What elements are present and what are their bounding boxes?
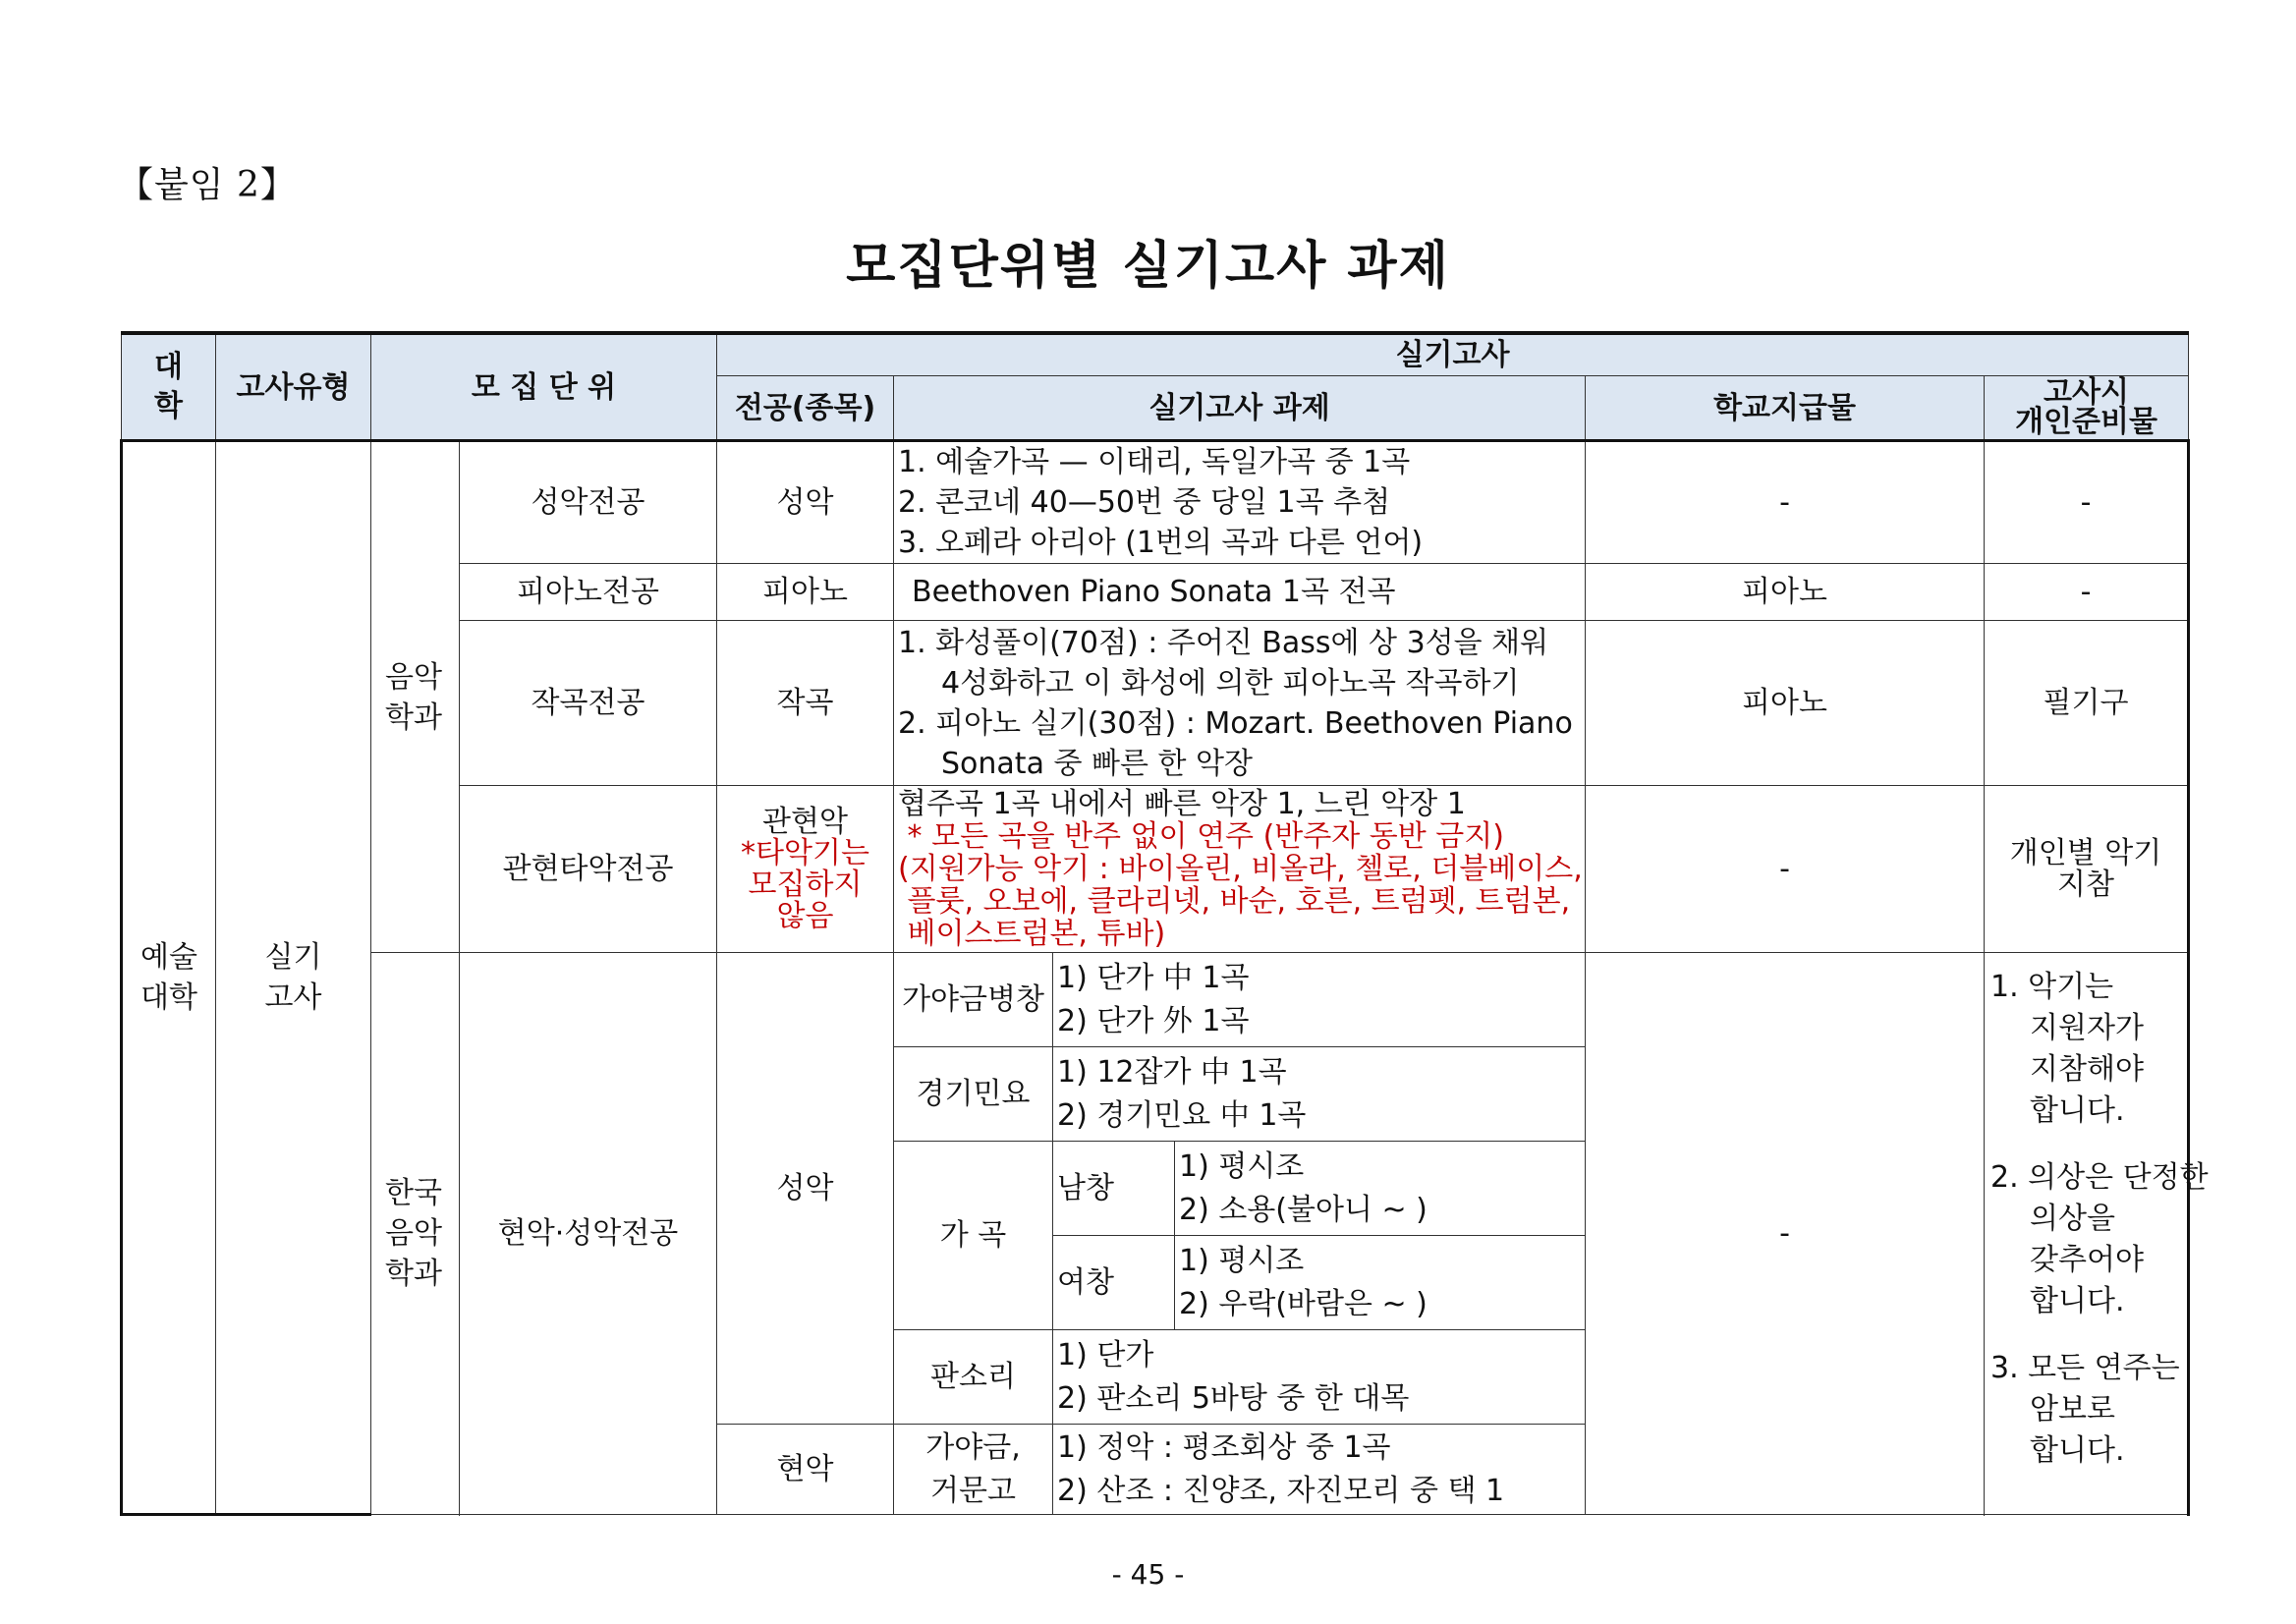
prep-piano: - bbox=[1985, 564, 2189, 621]
gagok-male: 남창 bbox=[1053, 1142, 1175, 1236]
major-korean-vocal: 성악 bbox=[717, 953, 894, 1425]
task-line: 2) 우락(바람은 ~ ) bbox=[1179, 1286, 1428, 1321]
task-line: 2) 판소리 5바탕 중 한 대목 bbox=[1057, 1380, 1410, 1416]
header-practical: 실기고사 bbox=[717, 333, 2189, 376]
supply-piano: 피아노 bbox=[1586, 564, 1985, 621]
task-line: 2. 콘코네 40—50번 중 당일 1곡 추첨 bbox=[898, 485, 1391, 520]
major-orchestra-note: *타악기는 모집하지 않음 bbox=[741, 835, 869, 933]
task-line: 협주곡 1곡 내에서 빠른 악장 1, 느린 악장 1 bbox=[898, 787, 1466, 821]
header-unit: 모 집 단 위 bbox=[371, 333, 717, 441]
note-line: 합니다. bbox=[2030, 1284, 2125, 1318]
unit-orchestra: 관현타악전공 bbox=[460, 786, 717, 953]
supply-korean: - bbox=[1586, 953, 1985, 1515]
prep-orchestra: 개인별 악기 지참 bbox=[1985, 786, 2189, 953]
exam-type-cell: 실기 고사 bbox=[216, 441, 371, 1515]
note-line: 암보로 bbox=[2030, 1392, 2115, 1427]
major-orchestra bbox=[717, 786, 894, 953]
task-pansori bbox=[1053, 1330, 1586, 1425]
task-line: 1. 화성풀이(70점) : 주어진 Bass에 상 3성을 채워 bbox=[898, 625, 1549, 660]
task-line: 2) 단가 外 1곡 bbox=[1057, 1003, 1250, 1038]
supply-orchestra: - bbox=[1586, 786, 1985, 953]
note-spacer bbox=[1990, 1132, 2181, 1157]
header-major: 전공(종목) bbox=[717, 376, 894, 441]
college-cell: 예술 대학 bbox=[122, 441, 216, 1515]
unit-vocal: 성악전공 bbox=[460, 441, 717, 564]
note-spacer bbox=[1990, 1322, 2181, 1348]
header-school-supply: 학교지급물 bbox=[1586, 376, 1985, 441]
task-line: 1) 단가 bbox=[1057, 1337, 1154, 1372]
task-orchestra bbox=[894, 786, 1586, 953]
note-line: 지참해야 bbox=[2030, 1052, 2144, 1087]
note-line: 합니다. bbox=[2030, 1433, 2125, 1468]
sub-strings: 가야금, 거문고 bbox=[894, 1425, 1053, 1515]
task-line: 3. 오페라 아리아 (1번의 곡과 다른 언어) bbox=[898, 526, 1424, 560]
task-line-red: 플룻, 오보에, 클라리넷, 바순, 호른, 트럼펫, 트럼본, bbox=[898, 884, 1571, 919]
task-line: 1) 단가 中 1곡 bbox=[1057, 960, 1250, 995]
unit-composition: 작곡전공 bbox=[460, 621, 717, 786]
task-line: 1) 평시조 bbox=[1179, 1243, 1305, 1278]
practical-exam-table bbox=[120, 331, 2209, 1516]
dept-korean: 한국 음악 학과 bbox=[371, 953, 460, 1515]
note-line: 갖추어야 bbox=[2030, 1243, 2144, 1277]
task-line: 2) 소용(불아니 ~ ) bbox=[1179, 1192, 1428, 1227]
unit-korean: 현악·성악전공 bbox=[460, 953, 717, 1515]
task-line-red: * 모든 곡을 반주 없이 연주 (반주자 동반 금지) bbox=[898, 819, 1504, 854]
page-title: 모집단위별 실기고사 과제 bbox=[846, 237, 1450, 296]
sub-pansori: 판소리 bbox=[894, 1330, 1053, 1425]
note-line: 지원자가 bbox=[2030, 1011, 2144, 1045]
major-orchestra-label: 관현악 bbox=[762, 804, 848, 839]
note-line: 1. 악기는 bbox=[1990, 970, 2114, 1004]
header-personal-prep: 고사시 개인준비물 bbox=[1985, 376, 2189, 441]
dept-music: 음악 학과 bbox=[371, 441, 460, 953]
note-line: 의상을 bbox=[2030, 1202, 2115, 1236]
task-line: 1) 평시조 bbox=[1179, 1148, 1305, 1184]
attachment-label: 【붙임 2】 bbox=[118, 165, 297, 205]
supply-composition: 피아노 bbox=[1586, 621, 1985, 786]
major-composition: 작곡 bbox=[717, 621, 894, 786]
task-line: 2. 피아노 실기(30점) : Mozart. Beethoven Piano bbox=[898, 705, 1573, 741]
sub-gayageum-byeongchang: 가야금병창 bbox=[894, 953, 1053, 1047]
task-line: 1) 12잡가 中 1곡 bbox=[1057, 1054, 1287, 1090]
prep-composition: 필기구 bbox=[1985, 621, 2189, 786]
page-number: - 45 - bbox=[1111, 1558, 1185, 1591]
major-korean-string: 현악 bbox=[717, 1425, 894, 1515]
note-line: 2. 의상은 단정한 bbox=[1990, 1160, 2209, 1195]
task-strings bbox=[1053, 1425, 1586, 1515]
task-line: 1. 예술가곡 — 이태리, 독일가곡 중 1곡 bbox=[898, 445, 1411, 479]
major-vocal: 성악 bbox=[717, 441, 894, 564]
sub-gyeonggi-minyo: 경기민요 bbox=[894, 1047, 1053, 1142]
task-piano: Beethoven Piano Sonata 1곡 전곡 bbox=[894, 564, 1586, 621]
sub-gagok: 가 곡 bbox=[894, 1142, 1053, 1330]
supply-vocal: - bbox=[1586, 441, 1985, 564]
task-line: 2) 경기민요 中 1곡 bbox=[1057, 1097, 1307, 1133]
note-line: 합니다. bbox=[2030, 1093, 2125, 1128]
major-piano: 피아노 bbox=[717, 564, 894, 621]
gagok-female: 여창 bbox=[1053, 1236, 1175, 1330]
task-gagok-male bbox=[1175, 1142, 1586, 1236]
task-line: Sonata 중 빠른 한 악장 bbox=[941, 746, 1253, 781]
task-line: 1) 정악 : 평조회상 중 1곡 bbox=[1057, 1429, 1391, 1465]
task-vocal bbox=[894, 441, 1586, 564]
task-gayageum-byeongchang bbox=[1053, 953, 1586, 1047]
task-line-red: (지원가능 악기 : 바이올린, 비올라, 첼로, 더블베이스, bbox=[898, 852, 1583, 886]
task-line-red: 베이스트럼본, 튜바) bbox=[898, 917, 1166, 951]
task-composition bbox=[894, 621, 1586, 786]
prep-vocal: - bbox=[1985, 441, 2189, 564]
task-gagok-female bbox=[1175, 1236, 1586, 1330]
header-exam-type: 고사유형 bbox=[216, 333, 371, 441]
prep-korean-notes bbox=[1985, 953, 2209, 1515]
header-task: 실기고사 과제 bbox=[894, 376, 1586, 441]
header-college: 대 학 bbox=[122, 333, 216, 441]
task-line: 4성화하고 이 화성에 의한 피아노곡 작곡하기 bbox=[941, 665, 1520, 700]
task-gyeonggi-minyo bbox=[1053, 1047, 1586, 1142]
note-line: 3. 모든 연주는 bbox=[1990, 1351, 2180, 1385]
task-line: 2) 산조 : 진양조, 자진모리 중 택 1 bbox=[1057, 1473, 1505, 1508]
unit-piano: 피아노전공 bbox=[460, 564, 717, 621]
